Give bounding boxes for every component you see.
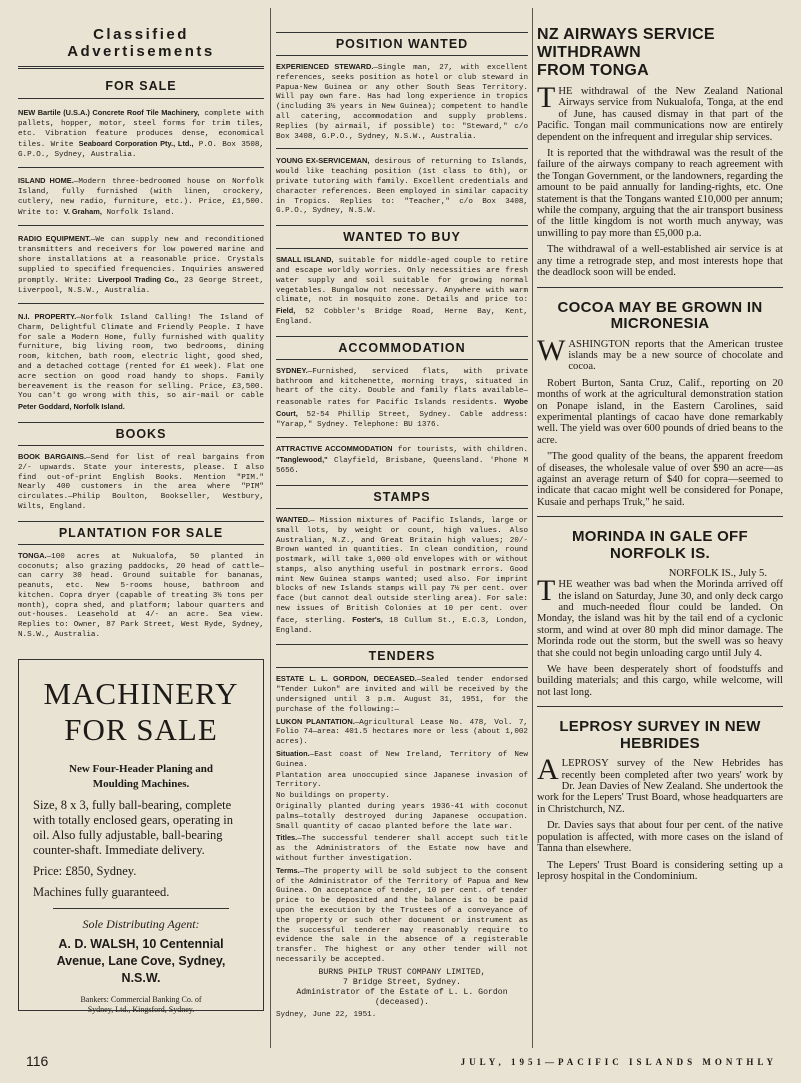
tender-no-buildings: No buildings on property. xyxy=(276,792,390,801)
ad-island-home: ISLAND HOME.—Modern three-bedroomed house on Norfolk Island, fully furnished (with linen, crockery, cutlery, new radio, furniture, etc.). Price, £1,500. Write to: V. Graham, Norfolk Island. xyxy=(18,175,264,218)
section-heading-plantation: PLANTATION FOR SALE xyxy=(18,521,264,545)
divider xyxy=(537,287,783,288)
divider xyxy=(18,98,264,99)
divider xyxy=(537,516,783,517)
ad-roof-tile-machinery: NEW Bartile (U.S.A.) Concrete Roof Tile Machinery, complete with pallets, hopper, motor, steel forms for trim tiles, etc. Vibration feature produces dense, economical tiles. Write Seaboard Corporation Pty., Ltd., P.O. Box 3508, G.P.O., Sydney, Australia. xyxy=(18,108,264,160)
column-rule-2 xyxy=(532,8,533,1048)
divider xyxy=(18,66,264,69)
ad-lead: NEW Bartile (U.S.A.) Concrete Roof Tile Machinery, xyxy=(18,108,200,117)
ad-stamps-wanted: WANTED.— Mission mixtures of Pacific Islands, large or small lots, by weight or count, high values. Also Australian, N.Z., and Great Britain high values; 20/- Brown wanted in quantities. In clean condition, round postmark, will take 1,000 old envelopes with or without stamps, also anything useful in postmark errors. Good mint New Guinea stamps wanted; used also. For imprint blocks of new Islands stamps will pay 7½ per cent. over face (but cannot deal outside sterling area). For sale: new issues of British Colonies at 10 per cent. over face, sterling. Foster's, 18 Cullum St., E.C.3, London, England. xyxy=(276,514,528,635)
leprosy-para-2: Dr. Davies says that about four per cent. of the native population is affected, with more cases on the island of Tanna than elsewhere. xyxy=(537,820,783,855)
divider xyxy=(18,167,264,168)
tender-intro: ESTATE L. L. GORDON, DECEASED.—Sealed tender endorsed "Tender Lukon" are invited and will be received by the undersigned until 3 p.m. August 31, 1951, for the purchase of the following:— xyxy=(276,674,528,714)
tender-terms: Terms.—The property will be sold subject to the consent of the Administrator of the Territory of Papua and New Guinea. On acceptance of tender, 10 per cent. of tender price to be deposited and the balance is to be paid upon the execution by the Trustees of a conveyance of the property or such other document or instrument as the successful tenderer may reasonably require to evidence the sale in the absence of a registerable transfer. The highest or any other tender will not necessarily be accepted. xyxy=(276,865,528,964)
agent-label: Sole Distributing Agent: xyxy=(82,916,200,931)
column-middle xyxy=(276,0,528,1027)
morinda-dateline: NORFOLK IS., July 5. xyxy=(668,568,767,580)
tender-situation: Situation.—East coast of New Ireland, Territory of New Guinea. xyxy=(276,749,528,769)
ad-experienced-steward: EXPERIENCED STEWARD.—Single man, 27, with excellent references, seeks position as hotel or club steward in Papua-New Guinea or any other South Seas Territory. Will pay own fare. Has had long experience in tropics (including 3½ years in New Guinea); competent to handle all catering, accommodation and supply problems. Replies (by airmail, if possible) to: "Steward," c/o Box 3408, G.P.O., Sydney, N.S.W., Australia. xyxy=(276,62,528,141)
cocoa-para-3: "The good quality of the beans, the apparent freedom of diseases, the wholesale value of over $90 an acre—as against an average return of $40 for copra—seemed to indicate that cacao might well be considered for Ponape, Kusaie and perhaps Truk," he said. xyxy=(537,451,783,508)
divider xyxy=(18,225,264,226)
section-heading-wanted-to-buy: WANTED TO BUY xyxy=(276,225,528,249)
machinery-title: MACHINERY FOR SALE xyxy=(43,675,239,747)
section-heading-tenders: TENDERS xyxy=(276,644,528,668)
divider xyxy=(537,706,783,707)
machinery-display-ad xyxy=(18,659,264,1014)
headline-leprosy-survey: LEPROSY SURVEY IN NEW HEBRIDES xyxy=(559,718,761,752)
nz-airways-para-1: THE withdrawal of the New Zealand National Airways service from Nukualofa, Tonga, at the end of June, has caused dismay in that part of the Pacific. Tongan mail communications now are entirely dependent on the infrequent and irregular ship services. xyxy=(537,81,783,143)
section-heading-stamps: STAMPS xyxy=(276,485,528,509)
nz-airways-para-3: The withdrawal of a well-established air service is at any time a retrograde step, and most interests hope that the deadlock soon will be ended. xyxy=(537,244,783,279)
leprosy-para-3: The Lepers' Trust Board is considering setting up a leprosy hospital in the Condominium. xyxy=(537,859,783,882)
leprosy-para-1: ALEPROSY survey of the New Hebrides has recently been completed after two years' work by Dr. Jean Davies of New Zealand. She undertook the work for the Lepers' Trust Board, whose headquarters are in Christchurch, NZ. xyxy=(537,753,783,815)
column-left xyxy=(18,0,264,1014)
machinery-subtitle: New Four-Header Planing and Moulding Machines. xyxy=(69,762,213,790)
headline-cocoa-micronesia: COCOA MAY BE GROWN IN MICRONESIA xyxy=(557,298,763,332)
section-heading-accommodation: ACCOMMODATION xyxy=(276,336,528,360)
morinda-para-1: THE weather was bad when the Morinda arrived off the island on Saturday, June 30, and only deck cargo and much-needed flour could be landed. On Monday, the island was hit by the tail end of a cyclonic storm, and wind at over 80 mph did minor damage. The Morinda rode out the storm, but the swell was so heavy that she could not begin unloading cargo until July 4. xyxy=(537,574,783,659)
divider xyxy=(276,148,528,149)
tender-titles: Titles.—The successful tenderer shall accept such title as the Administrators of the Estate now have and without further investigation. xyxy=(276,833,528,864)
ad-radio-equipment: RADIO EQUIPMENT.—We can supply new and reconditioned transmitters and receivers for low powered marine and shore installations at a reasonable price. Crystals supplied to specified frequencies. Inquiries answered promptly. Write: Liverpool Trading Co., 23 George Street, Liverpool, N.S.W., Australia. xyxy=(18,234,264,296)
ad-attractive-accommodation: ATTRACTIVE ACCOMMODATION for tourists, with children. "Tanglewood," Clayfield, Brisbane, Queensland. 'Phone M 5656. xyxy=(276,443,528,476)
machinery-price: Price: £850, Sydney. xyxy=(33,863,137,878)
ad-sydney-flats: SYDNEY.—Furnished, serviced flats, with private bathroom and kitchenette, morning trays, situated in heart of the city. Double and family flats available—reasonable rates for Pacific Islands residents. Wyobe Court, 52-54 Phillip Street, Sydney. Cable address: "Yarap," Sydney. Telephone: BU 1376. xyxy=(276,365,528,429)
tender-date: Sydney, June 22, 1951. xyxy=(276,1010,377,1019)
masthead: Classified Advertisements xyxy=(67,26,215,60)
column-rule-1 xyxy=(270,8,271,1048)
ad-young-ex-serviceman: YOUNG EX-SERVICEMAN, desirous of returning to Islands, would like teaching position (1st class to 6th), or private tutoring with family. Excellent credentials and character references. Been employed in similar capacity in Tropics. Replies to: "Teacher," c/o Box 3408, G.P.O., Sydney, N.S.W. xyxy=(276,156,529,216)
morinda-para-2: We have been desperately short of foodstuffs and building materials; and this cargo, while welcome, will not last long. xyxy=(537,664,783,698)
divider xyxy=(18,303,264,304)
machinery-guarantee: Machines fully guaranteed. xyxy=(33,884,170,899)
tender-planting: Originally planted during years 1936-41 with coconut palms—totally destroyed during Japanese occupation. Small quantity of cacao planted before the late war. xyxy=(276,803,528,831)
page-footer xyxy=(18,1053,783,1075)
section-heading-position-wanted: POSITION WANTED xyxy=(276,32,528,56)
divider xyxy=(53,908,229,909)
agent-name: A. D. WALSH, 10 Centennial Avenue, Lane Cove, Sydney, N.S.W. xyxy=(56,936,226,985)
divider xyxy=(276,437,528,438)
page-number: 116 xyxy=(26,1053,49,1069)
ad-ni-property: N.I. PROPERTY.—Norfolk Island Calling! The Island of Charm, Delightful Climate and Friendly People. I have for sale a Modern Home, fully furnished with quality furniture, big living room, two bedrooms, dining room, kitchen, bath room, electric light, good shed, and a detached cottage (rented for £1 week). Flat one acre section on good road handy to shops. Family bereavement is the reason for selling. Price, £3,500. You can't go wrong with this, so air-mail or cable Peter Goddard, Norfolk Island. xyxy=(18,311,264,412)
machinery-description: Size, 8 x 3, fully ball-bearing, complete with totally enclosed gears, operating in oil. Also fully adjustable, ball-bearing counter-shaft. Immediate delivery. xyxy=(33,797,233,857)
running-footer: JULY, 1951—PACIFIC ISLANDS MONTHLY xyxy=(460,1057,777,1067)
headline-morinda: MORINDA IN GALE OFF NORFOLK IS. xyxy=(572,528,748,562)
ad-small-island: SMALL ISLAND, suitable for middle-aged couple to retire and escape worldly worries. Only necessities are fresh water supply and soil suitable for growing normal vegetables. Bungalow not necessary. Anywhere with warm climate, not in mosquito zone. Details and price to: Field, 52 Cobbler's Bridge Road, Herne Bay, Kent, England. xyxy=(276,255,529,326)
tender-lukon: LUKON PLANTATION.—Agricultural Lease No. 478, Vol. 7, Folio 74—area: 401.5 hectares more or less (about 1,002 acres). xyxy=(276,716,528,747)
tender-unoccupied: Plantation area unoccupied since Japanese invasion of Territory. xyxy=(276,771,528,790)
section-heading-for-sale: FOR SALE xyxy=(105,79,177,93)
column-right xyxy=(537,0,783,887)
cocoa-para-1: WASHINGTON reports that the American trustee islands may be a new source of chocolate and cocoa. xyxy=(537,333,783,373)
headline-nz-airways: NZ AIRWAYS SERVICE WITHDRAWN FROM TONGA xyxy=(537,26,715,79)
cocoa-para-2: Robert Burton, Santa Cruz, Calif., reporting on 20 months of work at the agricultural demonstration station on Ponape island, in the Eastern Carolines, said experimental plantings of cacao have done remarkably well. The yield was over 600 pounds of dried beans to the acre. xyxy=(537,377,783,446)
tender-signature: BURNS PHILP TRUST COMPANY LIMITED, 7 Bridge Street, Sydney. Administrator of the Estate of L. L. Gordon (deceased). xyxy=(296,967,508,1007)
ad-book-bargains: BOOK BARGAINS.—Send for list of real bargains from 2/- upwards. State your interests, please. I also find out-of-print English Books. Mention "PIM." Nearly 400 customers in the area where "PIM" circulates.—Philip Boulton, Bookseller, Westbury, Wilts, England. xyxy=(18,451,264,511)
bankers: Bankers: Commercial Banking Co. of Sydney, Ltd., Kingsford, Sydney. xyxy=(80,994,202,1014)
section-heading-books: BOOKS xyxy=(18,422,264,446)
ad-tonga-plantation: TONGA.—100 acres at Nukualofa, 50 planted in coconuts; also grazing paddocks, 20 head of cattle—can carry 30 head. Ground suitable for bananas, peanuts, etc. New 5-rooms house, bathroom and kitchen. Copra dryer (capable of treating 3½ tons per month), copra shed, and platform; labour quarters and out-houses. Leasehold at 4/- an acre. Sea view. Replies to: Owner, 87 Park Street, West Ryde, Sydney, N.S.W., Australia. xyxy=(18,550,264,640)
nz-airways-para-2: It is reported that the withdrawal was the result of the failure of the airways company to reach agreement with the Tongan Government, or the landowners, regarding the amount to be paid annually for landing-rights, etc. One statement is that the Tongans wanted £10,000 per annum; while the company, arguing that the air transport business of the little kingdom is not worth much anyway, was unwilling to pay more than £5,000 p.a. xyxy=(537,148,783,239)
